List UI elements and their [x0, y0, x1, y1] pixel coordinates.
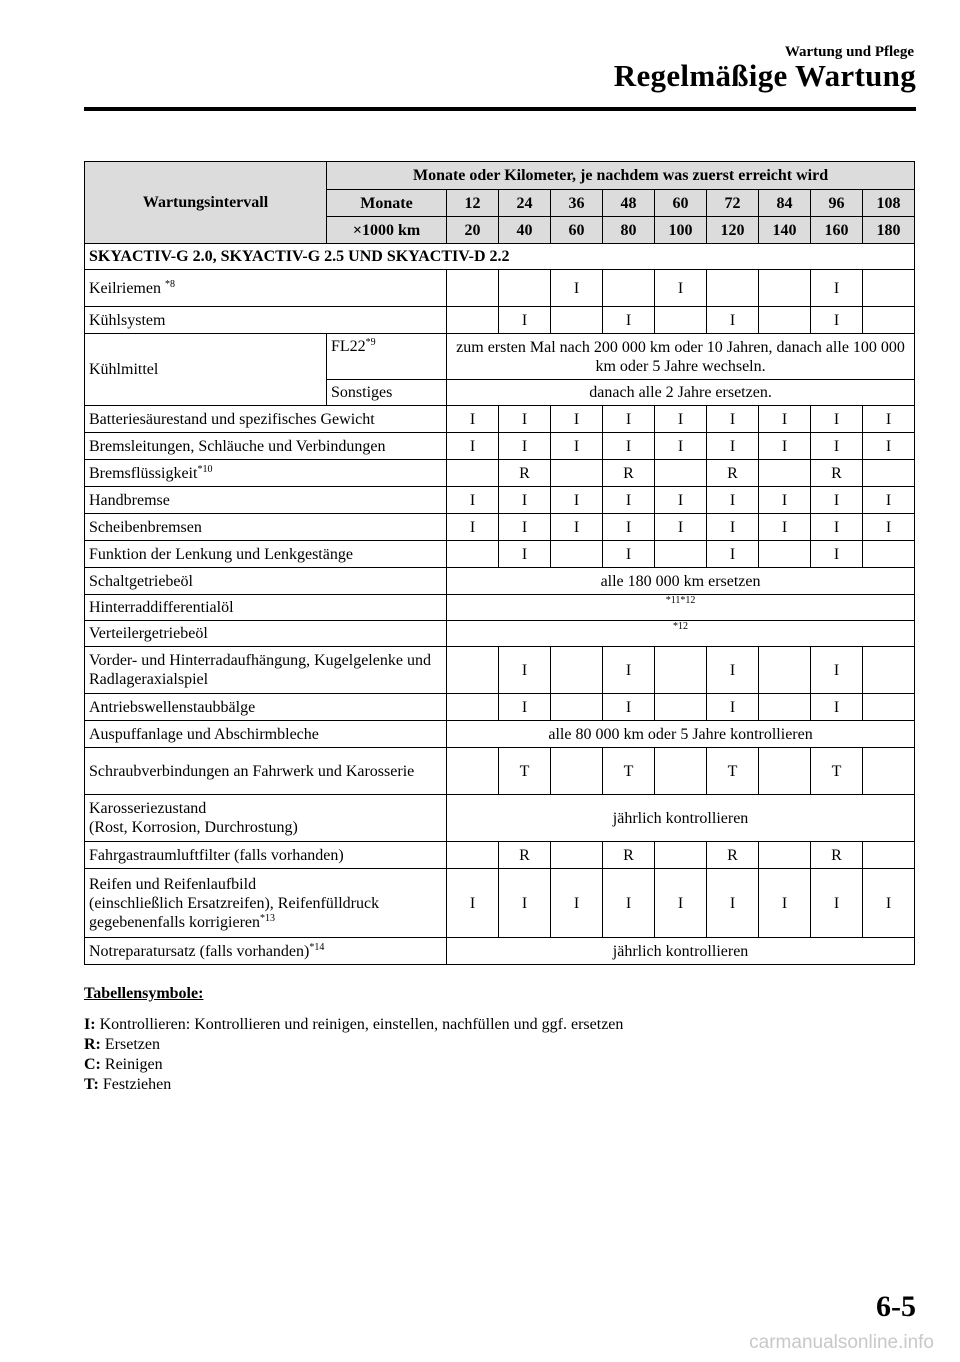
item-label: Bremsleitungen, Schläuche und Verbindungen	[85, 433, 447, 460]
item-label: Scheibenbremsen	[85, 514, 447, 541]
schedule-cell: I	[603, 406, 655, 433]
coolant-fl22-label: FL22$^{*9}$	[327, 334, 447, 380]
schedule-cell: I	[499, 406, 551, 433]
schedule-cell: I	[499, 647, 551, 694]
schedule-cell: I	[603, 514, 655, 541]
schedule-cell	[551, 460, 603, 487]
table-row	[85, 795, 915, 842]
schedule-cell	[863, 748, 915, 795]
schedule-cell: R	[499, 460, 551, 487]
schedule-cell	[759, 842, 811, 869]
schedule-cell: I	[707, 406, 759, 433]
schedule-cell: I	[811, 869, 863, 938]
item-label: Funktion der Lenkung und Lenkgestänge	[85, 541, 447, 568]
item-label: Batteriesäurestand und spezifisches Gewicht	[85, 406, 447, 433]
schedule-cell: T	[707, 748, 759, 795]
schedule-cell	[863, 647, 915, 694]
schedule-cell: I	[447, 869, 499, 938]
schedule-cell: R	[707, 460, 759, 487]
schedule-cell	[759, 647, 811, 694]
schedule-cell: I	[551, 869, 603, 938]
legend-item: C: Reinigen	[84, 1056, 163, 1073]
table-row	[85, 334, 915, 380]
schedule-cell: I	[811, 406, 863, 433]
schedule-cell	[603, 270, 655, 307]
legend-title: Tabellensymbole:	[84, 985, 204, 1002]
table-row	[85, 647, 915, 694]
schedule-cell	[863, 270, 915, 307]
schedule-cell: I	[551, 270, 603, 307]
schedule-cell: I	[447, 406, 499, 433]
schedule-cell: I	[551, 433, 603, 460]
schedule-cell	[707, 270, 759, 307]
schedule-cell: I	[551, 487, 603, 514]
chapter-title: Regelmäßige Wartung	[613, 58, 916, 93]
interval-text: alle 180 000 km ersetzen	[447, 568, 915, 595]
schedule-cell: I	[707, 307, 759, 334]
coolant-other-label: Sonstiges	[327, 380, 447, 406]
schedule-cell	[655, 460, 707, 487]
schedule-cell: I	[811, 307, 863, 334]
schedule-cell: I	[759, 869, 811, 938]
schedule-cell: I	[603, 869, 655, 938]
schedule-cell: I	[655, 406, 707, 433]
schedule-cell: I	[863, 487, 915, 514]
item-label: Bremsflüssigkeit$^{*10}$	[85, 460, 447, 487]
schedule-cell	[551, 307, 603, 334]
schedule-cell	[447, 270, 499, 307]
schedule-cell: I	[499, 869, 551, 938]
schedule-cell: I	[655, 433, 707, 460]
schedule-cell	[447, 460, 499, 487]
schedule-cell: I	[551, 514, 603, 541]
item-label: Notreparatursatz (falls vorhanden)$^{*14}$	[85, 938, 447, 965]
month-cell: 48	[603, 190, 655, 217]
schedule-cell: R	[499, 842, 551, 869]
schedule-cell: I	[811, 433, 863, 460]
schedule-cell	[499, 270, 551, 307]
schedule-cell: I	[603, 647, 655, 694]
schedule-cell: I	[655, 869, 707, 938]
table-row	[85, 406, 915, 433]
table-row	[85, 433, 915, 460]
schedule-cell: I	[655, 270, 707, 307]
schedule-cell	[863, 842, 915, 869]
item-label: Verteilergetriebeöl	[85, 621, 447, 647]
schedule-cell	[863, 694, 915, 721]
schedule-cell	[655, 842, 707, 869]
schedule-cell: I	[707, 869, 759, 938]
schedule-cell	[447, 307, 499, 334]
schedule-cell: I	[707, 694, 759, 721]
schedule-cell: I	[863, 433, 915, 460]
schedule-cell: I	[603, 307, 655, 334]
item-label: Handbremse	[85, 487, 447, 514]
schedule-cell	[551, 647, 603, 694]
schedule-cell: I	[603, 541, 655, 568]
schedule-cell: I	[603, 487, 655, 514]
month-cell: 12	[447, 190, 499, 217]
schedule-cell	[863, 460, 915, 487]
item-label: Kühlmittel	[85, 334, 327, 406]
schedule-cell: I	[759, 406, 811, 433]
schedule-cell: I	[759, 487, 811, 514]
interval-text: jährlich kontrollieren	[447, 938, 915, 965]
item-label: Fahrgastraumluftfilter (falls vorhanden)	[85, 842, 447, 869]
schedule-cell	[447, 647, 499, 694]
schedule-cell: I	[499, 307, 551, 334]
item-label: Reifen und Reifenlaufbild (einschließlich Ersatzreifen), Reifenfülldruck gegebenenfalls korrigieren$^{*13}$	[85, 869, 447, 938]
schedule-cell: I	[707, 433, 759, 460]
schedule-cell: I	[707, 541, 759, 568]
watermark: carmanualsonline.info	[749, 1332, 934, 1353]
km-cell: 160	[811, 217, 863, 244]
schedule-cell: I	[603, 433, 655, 460]
item-label: Schraubverbindungen an Fahrwerk und Karosserie	[85, 748, 447, 795]
schedule-cell: I	[551, 406, 603, 433]
schedule-cell: I	[863, 514, 915, 541]
schedule-cell: I	[447, 514, 499, 541]
schedule-cell	[655, 647, 707, 694]
schedule-cell	[759, 270, 811, 307]
table-row	[85, 307, 915, 334]
schedule-cell	[759, 541, 811, 568]
schedule-cell: R	[707, 842, 759, 869]
schedule-cell	[447, 842, 499, 869]
section-title: Wartung und Pflege	[784, 44, 914, 60]
table-row	[85, 869, 915, 938]
schedule-cell	[447, 748, 499, 795]
schedule-cell: I	[707, 647, 759, 694]
schedule-cell: I	[863, 406, 915, 433]
item-label: Auspuffanlage und Abschirmbleche	[85, 721, 447, 748]
table-row	[85, 721, 915, 748]
schedule-cell	[655, 307, 707, 334]
table-row	[85, 595, 915, 621]
schedule-cell	[863, 541, 915, 568]
table-row	[85, 748, 915, 795]
schedule-cell	[551, 541, 603, 568]
km-cell: 140	[759, 217, 811, 244]
schedule-cell: I	[811, 514, 863, 541]
item-label: Vorder- und Hinterradaufhängung, Kugelgelenke und Radlageraxialspiel	[85, 647, 447, 694]
schedule-cell: T	[811, 748, 863, 795]
legend-item: I: Kontrollieren: Kontrollieren und reinigen, einstellen, nachfüllen und ggf. ersetzen	[84, 1016, 624, 1033]
interval-text: jährlich kontrollieren	[447, 795, 915, 842]
engine-section-heading: SKYACTIV-G 2.0, SKYACTIV-G 2.5 UND SKYACTIV-D 2.2	[85, 244, 915, 270]
interval-caption: Monate oder Kilometer, je nachdem was zuerst erreicht wird	[327, 162, 915, 190]
schedule-cell: I	[811, 270, 863, 307]
schedule-cell: R	[603, 460, 655, 487]
item-label: Antriebswellenstaubbälge	[85, 694, 447, 721]
schedule-cell	[551, 842, 603, 869]
footnote-ref: *11*12	[447, 595, 915, 621]
item-label: Keilriemen $^{*8}$	[85, 270, 447, 307]
schedule-cell	[447, 541, 499, 568]
schedule-cell: R	[603, 842, 655, 869]
km-cell: 100	[655, 217, 707, 244]
interval-header: Wartungsintervall	[85, 162, 327, 244]
month-cell: 108	[863, 190, 915, 217]
month-cell: 96	[811, 190, 863, 217]
schedule-cell	[863, 307, 915, 334]
schedule-cell: T	[499, 748, 551, 795]
km-cell: 20	[447, 217, 499, 244]
km-cell: 120	[707, 217, 759, 244]
item-label: Schaltgetriebeöl	[85, 568, 447, 595]
km-cell: 60	[551, 217, 603, 244]
schedule-cell: I	[447, 487, 499, 514]
item-label: Kühlsystem	[85, 307, 447, 334]
coolant-fl22-text: zum ersten Mal nach 200 000 km oder 10 Jahren, danach alle 100 000 km oder 5 Jahre wechseln.	[447, 334, 915, 380]
month-cell: 60	[655, 190, 707, 217]
legend-item: T: Festziehen	[84, 1076, 172, 1093]
schedule-cell: I	[863, 869, 915, 938]
km-cell: 80	[603, 217, 655, 244]
table-row	[85, 694, 915, 721]
schedule-cell	[759, 748, 811, 795]
legend-item: R: Ersetzen	[84, 1036, 160, 1053]
maintenance-table	[84, 161, 915, 965]
schedule-cell: I	[811, 487, 863, 514]
schedule-cell	[759, 460, 811, 487]
schedule-cell: I	[603, 694, 655, 721]
schedule-cell: I	[811, 694, 863, 721]
item-label: Hinterraddifferentialöl	[85, 595, 447, 621]
schedule-cell	[551, 694, 603, 721]
schedule-cell	[551, 748, 603, 795]
schedule-cell: I	[811, 647, 863, 694]
table-row	[85, 568, 915, 595]
header-rule	[84, 107, 916, 111]
schedule-cell	[759, 307, 811, 334]
table-row	[85, 621, 915, 647]
km-cell: 40	[499, 217, 551, 244]
schedule-cell: I	[447, 433, 499, 460]
schedule-cell: I	[499, 694, 551, 721]
month-cell: 36	[551, 190, 603, 217]
schedule-cell: I	[707, 514, 759, 541]
months-label: Monate	[327, 190, 447, 217]
schedule-cell: I	[655, 514, 707, 541]
schedule-cell	[447, 694, 499, 721]
schedule-cell: I	[759, 514, 811, 541]
page-number: 6-5	[876, 1290, 916, 1323]
schedule-cell	[655, 694, 707, 721]
table-row	[85, 938, 915, 965]
schedule-cell: I	[707, 487, 759, 514]
km-cell: 180	[863, 217, 915, 244]
item-label: Karosseriezustand (Rost, Korrosion, Durchrostung)	[85, 795, 447, 842]
month-cell: 72	[707, 190, 759, 217]
coolant-other-text: danach alle 2 Jahre ersetzen.	[447, 380, 915, 406]
schedule-cell: I	[499, 487, 551, 514]
schedule-cell: I	[655, 487, 707, 514]
schedule-cell: I	[759, 433, 811, 460]
schedule-cell: I	[499, 514, 551, 541]
table-row	[85, 460, 915, 487]
km-label: ×1000 km	[327, 217, 447, 244]
schedule-cell: I	[499, 433, 551, 460]
schedule-cell	[655, 748, 707, 795]
month-cell: 24	[499, 190, 551, 217]
schedule-cell: R	[811, 842, 863, 869]
table-row	[85, 541, 915, 568]
schedule-cell	[759, 694, 811, 721]
schedule-cell: I	[499, 541, 551, 568]
schedule-cell: I	[811, 541, 863, 568]
table-row	[85, 514, 915, 541]
interval-text: alle 80 000 km oder 5 Jahre kontrollieren	[447, 721, 915, 748]
table-row	[85, 842, 915, 869]
table-row	[85, 487, 915, 514]
table-row	[85, 270, 915, 307]
schedule-cell: R	[811, 460, 863, 487]
schedule-cell: T	[603, 748, 655, 795]
legend	[84, 984, 623, 1095]
footnote-ref: *12	[447, 621, 915, 647]
schedule-cell	[655, 541, 707, 568]
month-cell: 84	[759, 190, 811, 217]
